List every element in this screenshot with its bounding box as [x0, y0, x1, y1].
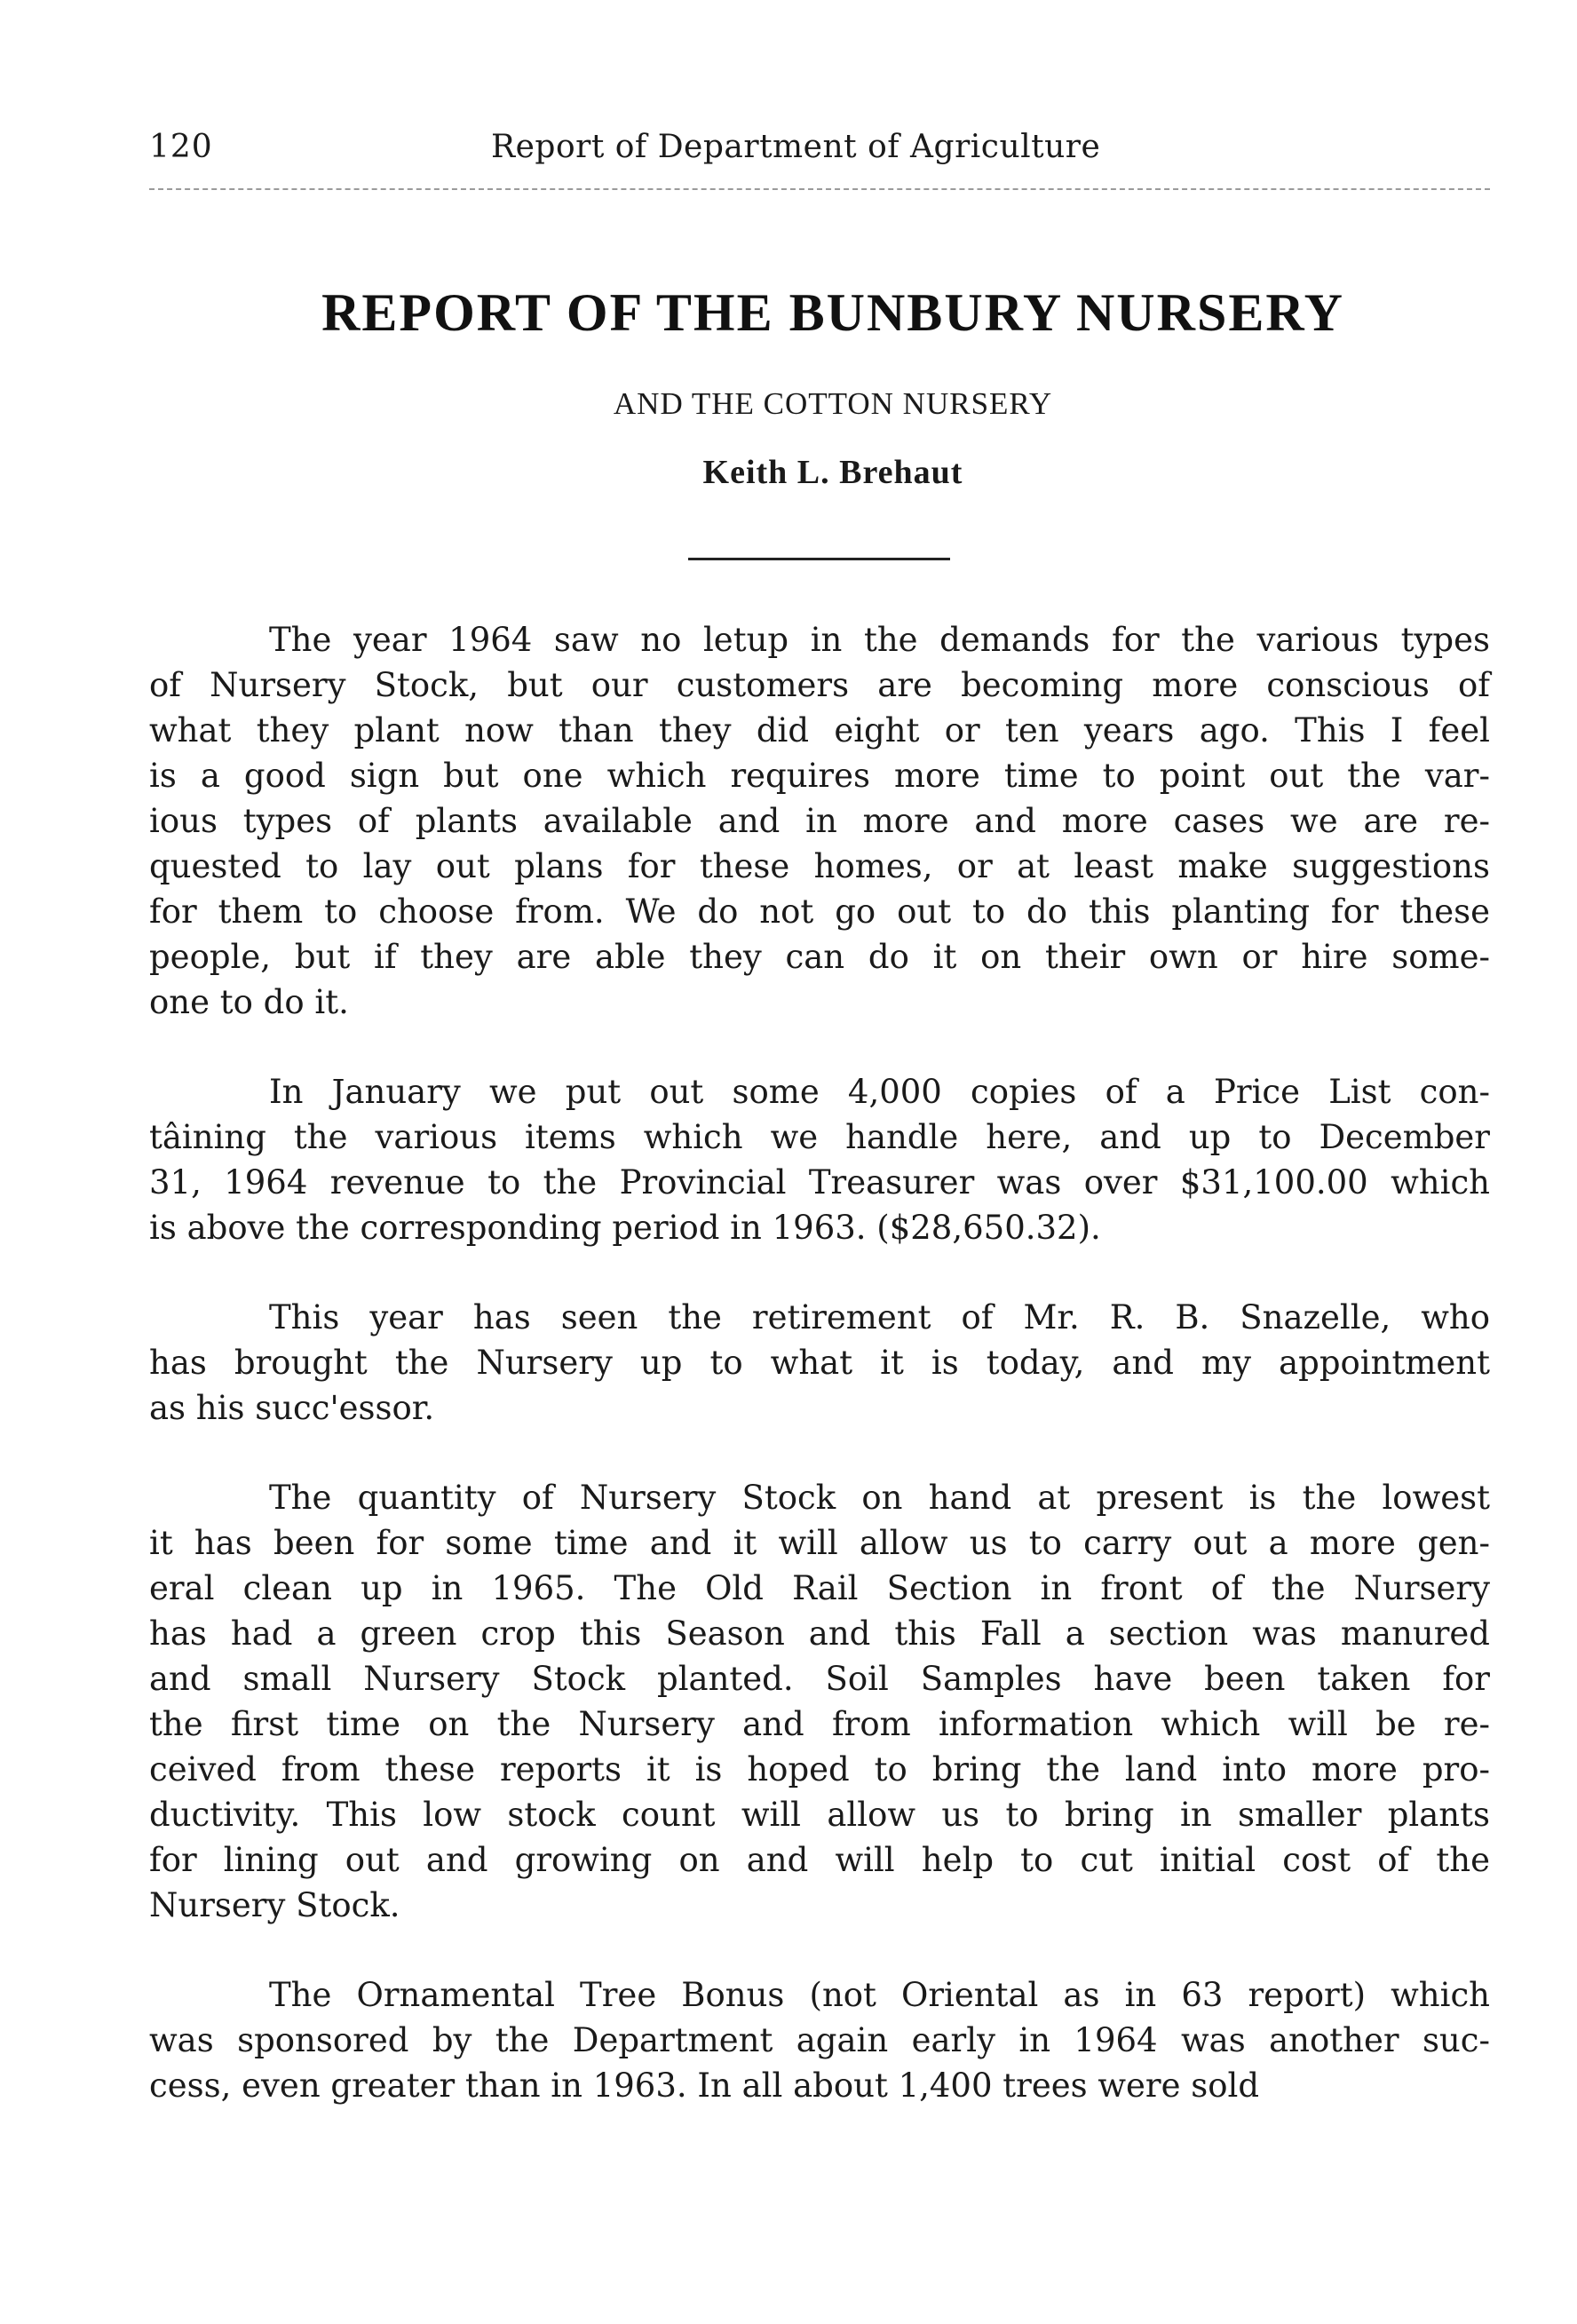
page-number: 120	[149, 129, 213, 165]
text-line: has had a green crop this Season and this Fall a section was manured	[149, 1614, 1490, 1653]
report-subtitle: AND THE COTTON NURSERY	[613, 386, 1053, 421]
text-line: The Ornamental Tree Bonus (not Oriental as in 63 report) which	[269, 1976, 1490, 2014]
title-divider	[688, 558, 950, 560]
text-line: is above the corresponding period in 1963. ($28,650.32).	[149, 1209, 1101, 1247]
text-line: of Nursery Stock, but our customers are becoming more conscious of	[149, 666, 1490, 704]
text-line: as his succ'essor.	[149, 1389, 435, 1427]
text-line: it has been for some time and it will allow us to carry out a more gen-	[149, 1524, 1490, 1562]
text-line: quested to lay out plans for these homes, or at least make suggestions	[149, 847, 1490, 885]
text-line: This year has seen the retirement of Mr. R. B. Snazelle, who	[269, 1298, 1490, 1336]
text-line: 31, 1964 revenue to the Provincial Treasurer was over $31,100.00 which	[149, 1163, 1490, 1202]
text-line: is a good sign but one which requires more time to point out the var-	[149, 757, 1490, 795]
text-line: was sponsored by the Department again early in 1964 was another suc-	[149, 2021, 1490, 2059]
paragraph	[149, 1475, 1490, 1928]
body-text	[149, 617, 1490, 2153]
text-line: In January we put out some 4,000 copies of a Price List con-	[269, 1073, 1490, 1111]
text-line: for lining out and growing on and will help to cut initial cost of the	[149, 1841, 1490, 1879]
text-line: tâining the various items which we handle here, and up to December	[149, 1118, 1490, 1156]
text-line: ceived from these reports it is hoped to bring the land into more pro-	[149, 1750, 1490, 1789]
paragraph	[149, 1972, 1490, 2108]
running-header	[149, 129, 1499, 173]
text-line: eral clean up in 1965. The Old Rail Section in front of the Nursery	[149, 1569, 1490, 1607]
text-line: for them to choose from. We do not go out to do this planting for these	[149, 892, 1490, 931]
paragraph	[149, 1069, 1490, 1250]
text-line: has brought the Nursery up to what it is today, and my appointment	[149, 1344, 1490, 1382]
paragraph	[149, 617, 1490, 1025]
running-title: Report of Department of Agriculture	[491, 129, 1101, 165]
text-line: The quantity of Nursery Stock on hand at present is the lowest	[269, 1479, 1490, 1517]
text-line: the first time on the Nursery and from information which will be re-	[149, 1705, 1490, 1743]
text-line: what they plant now than they did eight or ten years ago. This I feel	[149, 711, 1490, 750]
report-title: REPORT OF THE BUNBURY NURSERY	[321, 283, 1344, 342]
text-line: and small Nursery Stock planted. Soil Samples have been taken for	[149, 1660, 1490, 1698]
text-line: ductivity. This low stock count will allow us to bring in smaller plants	[149, 1796, 1490, 1834]
text-line: ious types of plants available and in more and more cases we are re-	[149, 802, 1490, 840]
text-line: cess, even greater than in 1963. In all about 1,400 trees were sold	[149, 2066, 1260, 2105]
author-name: Keith L. Brehaut	[702, 454, 963, 491]
text-line: people, but if they are able they can do it on their own or hire some-	[149, 938, 1490, 976]
text-line: one to do it.	[149, 983, 349, 1021]
header-divider	[149, 188, 1490, 190]
paragraph	[149, 1295, 1490, 1431]
text-line: Nursery Stock.	[149, 1886, 400, 1924]
text-line: The year 1964 saw no letup in the demands for the various types	[269, 621, 1490, 659]
